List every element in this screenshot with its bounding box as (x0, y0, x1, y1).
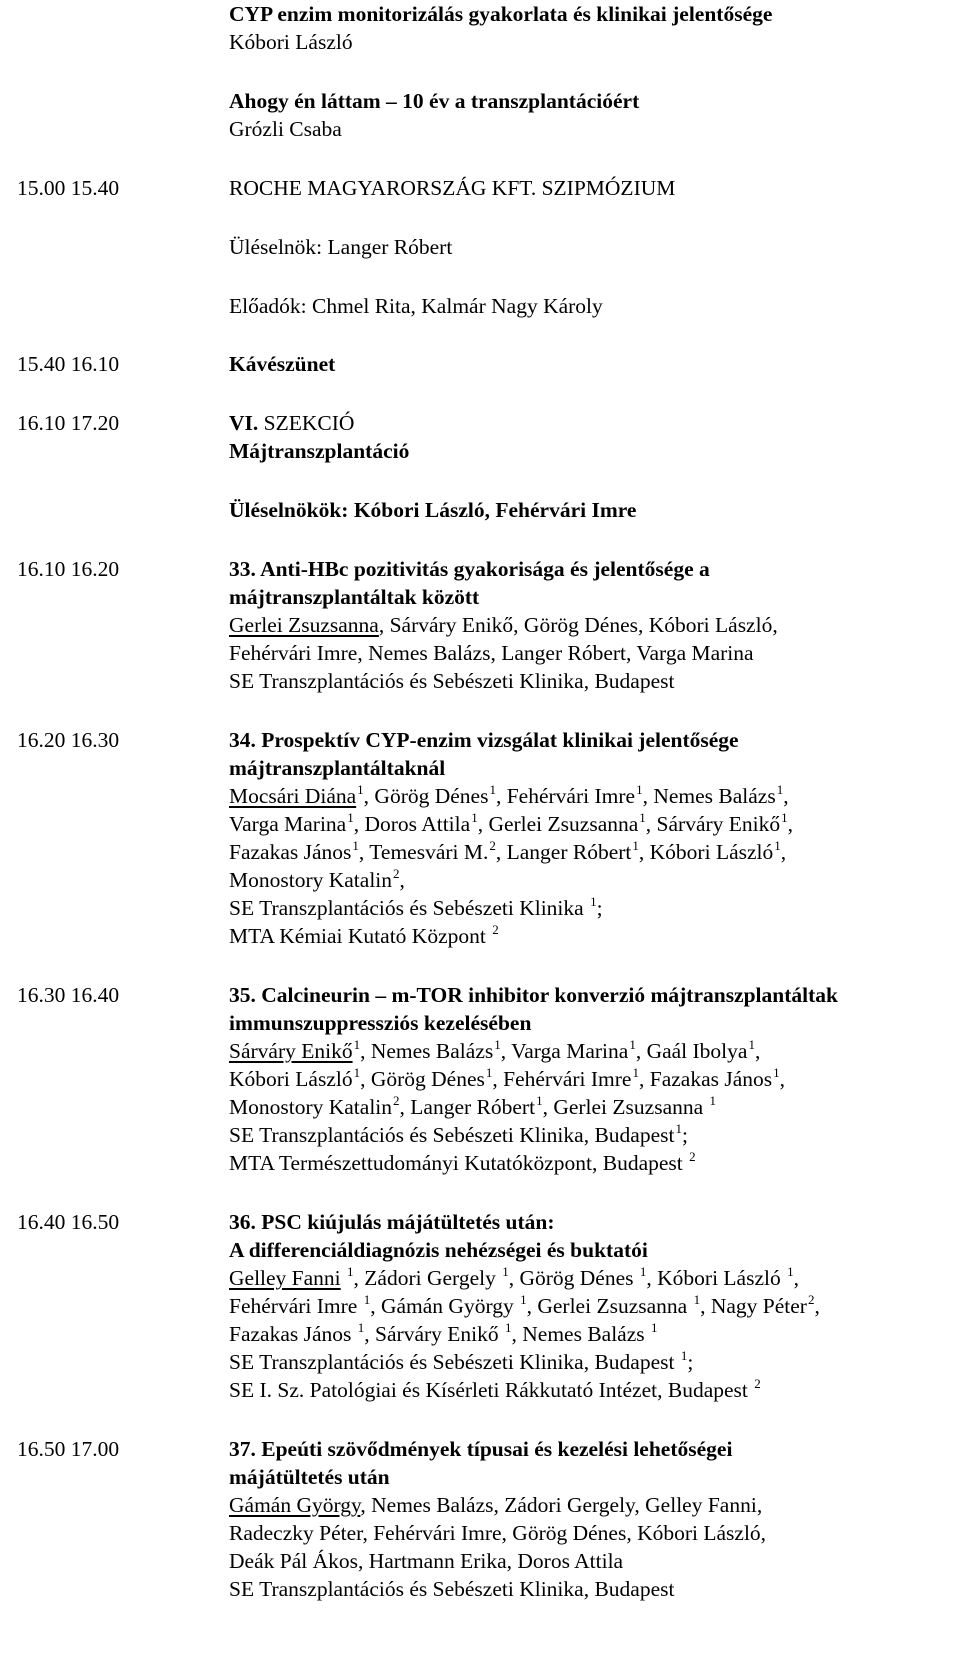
talk-authors-cont: Monostory Katalin$^2$, Langer Róbert$^1$, Gerlei Zsuzsanna $^1$ (229, 1093, 717, 1119)
presenter-name: Mocsári Diána (229, 784, 357, 808)
talk-time: 16.50 17.00 (17, 1437, 120, 1461)
section-chairs: Üléselnökök: Kóbori László, Fehérvári Imre (229, 498, 637, 522)
section-topic: Májtranszplantáció (229, 439, 410, 463)
talk-time: 16.20 16.30 (17, 728, 120, 752)
talk-authors-cont: Monostory Katalin$^2$, (229, 866, 405, 892)
pre-item-speaker-1: Kóbori László (229, 30, 353, 54)
section-time: 16.10 17.20 (17, 411, 120, 435)
talk-title-cont: májtranszplantáltaknál (229, 756, 446, 780)
symposium-chair: Üléselnök: Langer Róbert (229, 235, 453, 259)
symposium-time: 15.00 15.40 (17, 176, 120, 200)
talk-authors-cont: Deák Pál Ákos, Hartmann Erika, Doros Attila (229, 1549, 624, 1573)
presenter-name: Sárváry Enikő (229, 1039, 353, 1063)
presenter-name: Gelley Fanni (229, 1266, 341, 1290)
talk-authors: Sárváry Enikő$^1$, Nemes Balázs$^1$, Varga Marina$^1$, Gaál Ibolya$^1$, (229, 1037, 761, 1063)
talk-authors-cont: Fehérvári Imre, Nemes Balázs, Langer Róbert, Varga Marina (229, 641, 754, 665)
talk-title-cont: A differenciáldiagnózis nehézségei és buktatói (229, 1238, 648, 1262)
talk-title: 33. Anti-HBc pozitivitás gyakorisága és jelentősége a (229, 557, 710, 581)
break-time: 15.40 16.10 (17, 352, 120, 376)
talk-authors: Gerlei Zsuzsanna, Sárváry Enikő, Görög Dénes, Kóbori László, (229, 613, 778, 637)
presenter-name: Gámán György (229, 1493, 361, 1517)
talk-affiliation-2: SE I. Sz. Patológiai és Kísérleti Rákkutató Intézet, Budapest $^2$ (229, 1376, 761, 1402)
talk-authors: Gelley Fanni $^1$, Zádori Gergely $^1$, Görög Dénes $^1$, Kóbori László $^1$, (229, 1264, 799, 1290)
talk-affiliation: SE Transzplantációs és Sebészeti Klinika, Budapest (229, 669, 675, 693)
talk-affiliation: SE Transzplantációs és Sebészeti Klinika, Budapest $^1$; (229, 1348, 694, 1374)
talk-number: 34. (229, 728, 256, 752)
symposium-speakers: Előadók: Chmel Rita, Kalmár Nagy Károly (229, 294, 603, 318)
pre-item-speaker-2: Grózli Csaba (229, 117, 342, 141)
talk-authors: Mocsári Diána$^1$, Görög Dénes$^1$, Fehérvári Imre$^1$, Nemes Balázs$^1$, (229, 782, 789, 808)
talk-affiliation-2: MTA Természettudományi Kutatóközpont, Budapest $^2$ (229, 1149, 696, 1175)
talk-authors-cont: Fazakas János$^1$, Temesvári M.$^2$, Langer Róbert$^1$, Kóbori László$^1$, (229, 838, 787, 864)
talk-title: 35. Calcineurin – m-TOR inhibitor konverzió májtranszplantáltak (229, 983, 838, 1007)
section-heading (229, 409, 354, 437)
talk-authors-cont: Varga Marina$^1$, Doros Attila$^1$, Gerlei Zsuzsanna$^1$, Sárváry Enikő$^1$, (229, 810, 793, 836)
talk-authors-cont: Fazakas János $^1$, Sárváry Enikő $^1$, Nemes Balázs $^1$ (229, 1320, 658, 1346)
pre-item-title-2: Ahogy én láttam – 10 év a transzplantációért (229, 89, 640, 113)
talk-number: 36. (229, 1210, 256, 1234)
talk-authors-cont: Fehérvári Imre $^1$, Gámán György $^1$, Gerlei Zsuzsanna $^1$, Nagy Péter$^2$, (229, 1292, 820, 1318)
talk-title: 36. PSC kiújulás májátültetés után: (229, 1210, 555, 1234)
pre-item-title-1: CYP enzim monitorizálás gyakorlata és klinikai jelentősége (229, 2, 773, 26)
talk-time: 16.30 16.40 (17, 983, 120, 1007)
break-label: Kávészünet (229, 352, 336, 376)
talk-time: 16.40 16.50 (17, 1210, 120, 1234)
talk-authors: Gámán György, Nemes Balázs, Zádori Gergely, Gelley Fanni, (229, 1493, 763, 1517)
talk-number: 33. (229, 557, 256, 581)
talk-affiliation: SE Transzplantációs és Sebészeti Klinika $^1$; (229, 894, 603, 920)
talk-affiliation: SE Transzplantációs és Sebészeti Klinika, Budapest$^1$; (229, 1121, 688, 1147)
talk-title: 34. Prospektív CYP-enzim vizsgálat klinikai jelentősége (229, 728, 739, 752)
talk-title: 37. Epeúti szövődmények típusai és kezelési lehetőségei (229, 1437, 733, 1461)
talk-authors-cont: Radeczky Péter, Fehérvári Imre, Görög Dénes, Kóbori László, (229, 1521, 767, 1545)
talk-number: 37. (229, 1437, 256, 1461)
talk-title-cont: májtranszplantáltak között (229, 585, 480, 609)
talk-affiliation: SE Transzplantációs és Sebészeti Klinika, Budapest (229, 1577, 675, 1601)
talk-affiliation-2: MTA Kémiai Kutató Központ $^2$ (229, 922, 499, 948)
talk-time: 16.10 16.20 (17, 557, 120, 581)
symposium-title: ROCHE MAGYARORSZÁG KFT. SZIPMÓZIUM (229, 176, 676, 200)
talk-title-cont: immunszuppressziós kezelésében (229, 1011, 532, 1035)
talk-number: 35. (229, 983, 256, 1007)
presenter-name: Gerlei Zsuzsanna (229, 613, 379, 637)
section-name: SZEKCIÓ (263, 411, 355, 435)
talk-authors-cont: Kóbori László$^1$, Görög Dénes$^1$, Fehérvári Imre$^1$, Fazakas János$^1$, (229, 1065, 786, 1091)
talk-title-cont: májátültetés után (229, 1465, 390, 1489)
section-roman: VI. (229, 411, 259, 435)
